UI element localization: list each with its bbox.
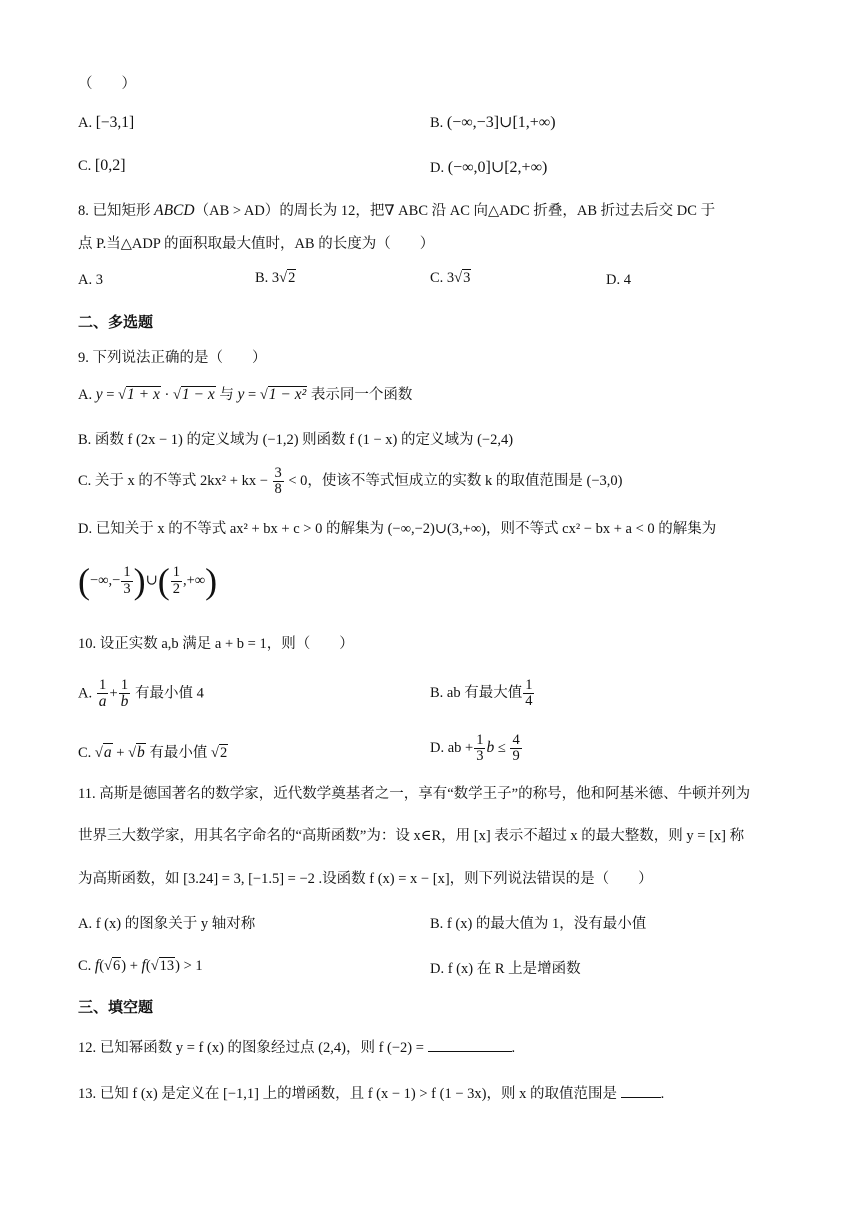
q8-stem-line1 [78,199,790,220]
option-label: A. [78,685,93,702]
q10-a-text: 有最小值 4 [135,685,204,702]
q11-option-c: C. f(√6) + f(√13) > 1 [78,957,203,974]
q10-option-a: A. $\frac{1}{a}$ + $\frac{1}{b}$ 有最小值 4 [78,677,204,711]
rect-cond: （AB > AD） [194,203,280,219]
option-label: C. [78,958,92,974]
q9-option-c [78,466,790,497]
q8-stem-line2: 点 P.当△ADP 的面积取最大值时，AB 的长度为（ ） [78,236,435,252]
q9-a-text2: 表示同一个函数 [310,387,413,403]
q11-stem-line2: 世界三大数学家，用其名字命名的“高斯函数”为：设 x∈R，用 [x] 表示不超过 x 的最大整数，则 y = [x] 称 [78,828,745,844]
q10-stem: 10. 设正实数 a,b 满足 a + b = 1，则（ ） [78,636,354,652]
option-label: D. [430,160,445,176]
option-label: C. [78,158,92,174]
option-value: (−∞,−3]∪[1,+∞) [446,114,556,131]
q12-text: 12. 已知幂函数 y = f (x) 的图象经过点 (2,4)，则 f (−2) = [78,1040,424,1056]
q8-stem-a: 8. 已知矩形 [78,203,151,219]
option-label: C. [430,270,444,286]
option-value: (−∞,0]∪[2,+∞) [447,159,548,176]
q8-stem-b: 的周长为 12，把∇ ABC 沿 AC 向△ADC 折叠，AB 折过去后交 DC 于 [279,203,716,219]
q11-stem-line1: 11. 高斯是德国著名的数学家，近代数学奠基者之一，享有“数学王子”的称号，他和阿基米德、牛顿并列为 [78,786,751,802]
option-label: B. [255,270,269,286]
option-value: [−3,1] [95,114,135,131]
q8-option-b: B. 3√2 [255,270,296,286]
radicand: 3 [463,270,471,286]
q7-option-b [430,112,556,132]
answer-blank[interactable] [621,1097,661,1098]
option-label: A. [78,387,93,403]
q13-text: 13. 已知 f (x) 是定义在 [−1,1] 上的增函数，且 f (x − 1) > f (1 − 3x)，则 x 的取值范围是 [78,1086,617,1102]
q10-c-text: 有最小值 [149,745,208,761]
fraction: $\frac{3}{8}$ [274,465,282,498]
q8-option-a: A. 3 [78,272,103,288]
q9-a-text1: 与 [219,387,234,403]
radicand: 2 [288,270,296,286]
option-label: A. [78,115,93,131]
section-heading-multiple-choice: 二、多选题 [78,313,154,331]
q7-option-c [78,157,126,175]
q11-option-a: A. f (x) 的图象关于 y 轴对称 [78,916,256,932]
q7-option-a [78,114,134,132]
interval-b: ,+∞ [182,572,206,589]
q10-b-text: ab 有最大值 [446,685,523,702]
q10-option-b: B. ab 有最大值 $\frac{1}{4}$ [430,677,533,710]
q7-answer-paren: （ ） [78,76,136,92]
option-label: D. [430,740,445,757]
coef: 3 [271,270,280,286]
q10-d-text: ab + [447,740,474,757]
q11-option-d: D. f (x) 在 R 上是增函数 [430,961,581,977]
q7-option-d [430,157,547,177]
q9-option-b: B. 函数 f (2x − 1) 的定义域为 (−1,2) 则函数 f (1 − x) 的定义域为 (−2,4) [78,432,514,448]
q9-option-d: D. 已知关于 x 的不等式 ax² + bx + c > 0 的解集为 (−∞,−2)∪(3,+∞)，则不等式 cx² − bx + a < 0 的解集为 [78,521,717,537]
interval-a: −∞,− [90,572,121,589]
q9-option-a: A. y = √1 + x · √1 − x 与 y = √1 − x² 表示同一个函数 [78,386,413,403]
option-label: C. [78,745,92,761]
q9-c-text-b: < 0，使该不等式恒成立的实数 k 的取值范围是 (−3,0) [288,473,623,490]
q11-option-b: B. f (x) 的最大值为 1，没有最小值 [430,916,647,932]
q11-stem-line3: 为高斯函数，如 [3.24] = 3, [−1.5] = −2 .设函数 f (x) = x − [x]，则下列说法错误的是（ ） [78,871,653,887]
q13-stem [78,1082,790,1103]
q9-option-d-answer: (−∞,− $\frac{1}{3}$ )∪( $\frac{1}{2}$ ,+∞) [78,561,218,601]
option-label: B. [430,685,444,702]
q12-stem [78,1036,790,1057]
section-heading-fill-in: 三、填空题 [78,998,154,1016]
q10-option-c: C. √a + √b 有最小值 √2 [78,744,228,761]
q9-stem: 9. 下列说法正确的是（ ） [78,350,267,366]
q8-option-d: D. 4 [606,272,631,288]
q12-end: . [511,1040,516,1056]
q13-end: . [660,1086,665,1102]
rect-name: ABCD [154,202,195,219]
option-label: B. [430,115,444,131]
q10-option-d: D. ab + $\frac{1}{3}$ b ≤ $\frac{4}{9}$ [430,732,520,765]
option-value: [0,2] [94,157,126,174]
answer-blank[interactable] [428,1051,512,1052]
coef: 3 [446,270,455,286]
q8-option-c: C. 3√3 [430,270,471,286]
q11-c-text: > 1 [183,958,203,974]
q9-c-text-a: C. 关于 x 的不等式 2kx² + kx − [78,473,268,490]
